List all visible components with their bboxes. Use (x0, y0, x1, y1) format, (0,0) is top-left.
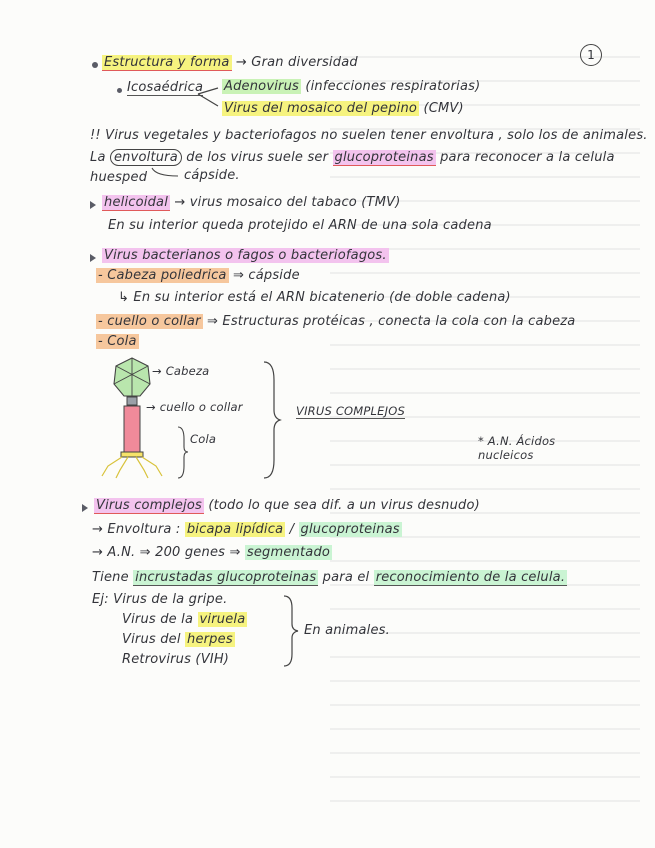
brace-icon (262, 360, 284, 480)
text: para reconocer a la celula (440, 150, 615, 165)
text: La (90, 150, 106, 165)
envoltura-detail (92, 522, 402, 538)
label-cuello: → cuello o collar (146, 400, 243, 414)
text: Icosaédrica (127, 80, 204, 95)
example-gripe: Ej: Virus de la gripe. (92, 592, 228, 607)
text: ↳ En su interior está el ARN bicatenerio (de doble cadena) (118, 290, 511, 305)
envoltura-line (90, 150, 615, 166)
highlight-text: helicoidal (104, 195, 169, 210)
highlight-text: bicapa lipídica (186, 522, 284, 537)
text: → Envoltura : (92, 522, 181, 537)
text: ⇒ cápside (232, 268, 300, 283)
pepino-line (222, 101, 464, 117)
bullet-icon (82, 504, 88, 512)
heading-estructura (102, 55, 358, 71)
an-detail (92, 545, 332, 561)
text: → Gran diversidad (235, 55, 358, 70)
brace-icon (282, 594, 302, 668)
note-line: !! Virus vegetales y bacteriofagos no suelen tener envoltura , solo los de animales. (90, 128, 648, 143)
cabeza-line (96, 268, 300, 284)
text: cápside. (184, 168, 240, 183)
text: (infecciones respiratorias) (305, 79, 481, 94)
bullet-icon (117, 88, 122, 93)
text: → A.N. ⇒ 200 genes ⇒ (92, 545, 241, 560)
bacterianos-heading (102, 248, 389, 264)
text: En su interior queda protejido el ARN de una sola cadena (108, 218, 492, 233)
text: Virus de la (122, 612, 194, 627)
highlight-text: Virus complejos (96, 498, 202, 513)
example-vih: Retrovirus (VIH) (122, 652, 230, 667)
text: de los virus suele ser (186, 150, 329, 165)
highlight-text: glucoproteinas (334, 150, 434, 165)
helicoidal-line (102, 195, 400, 211)
highlight-text: Virus bacterianos o fagos o bacteriofagos. (104, 248, 387, 263)
highlight-text: glucoproteinas (300, 522, 400, 537)
virus-complejos-label (296, 404, 405, 418)
branch-arrow-icon (196, 84, 222, 110)
label-cola: Cola (190, 432, 217, 446)
en-animales: En animales. (304, 623, 390, 638)
example-herpes (122, 632, 235, 648)
brace-icon (176, 425, 190, 480)
icosaedrica-line (127, 80, 203, 96)
text: (todo lo que sea dif. a un virus desnudo) (208, 498, 480, 513)
text: ⇒ Estructuras protéicas , conecta la cola con la cabeza (206, 314, 576, 329)
adenovirus-line (222, 79, 480, 95)
highlight-text: herpes (187, 632, 233, 647)
arrow-icon (150, 166, 182, 180)
highlight-text: - Cola (98, 334, 137, 349)
example-viruela (122, 612, 247, 628)
circled-text: envoltura (110, 149, 182, 166)
text: huesped (90, 170, 148, 185)
highlight-text: Estructura y forma (104, 55, 230, 70)
text: → virus mosaico del tabaco (TMV) (174, 195, 401, 210)
highlight-text: - Cabeza poliedrica (98, 268, 227, 283)
text: para el (322, 570, 370, 585)
highlight-text: reconocimiento de la celula. (375, 570, 566, 585)
bullet-icon (92, 62, 98, 68)
tiene-line (92, 570, 567, 586)
text: / (289, 522, 295, 537)
text: (CMV) (423, 101, 464, 116)
complejos-heading (94, 498, 480, 514)
page-number: 1 (580, 44, 602, 66)
cola-line (96, 334, 139, 350)
highlight-text: Virus del mosaico del pepino (224, 101, 418, 116)
highlight-text: - cuello o collar (98, 314, 201, 329)
highlight-text: viruela (199, 612, 246, 627)
highlight-text: segmentado (246, 545, 331, 560)
bullet-icon (90, 201, 96, 209)
cuello-line (96, 314, 575, 330)
label-cabeza: → Cabeza (152, 364, 210, 378)
text: Virus del (122, 632, 181, 647)
footnote-an: * A.N. Ácidos nucleicos (478, 434, 556, 462)
highlight-text: incrustadas glucoproteinas (135, 570, 317, 585)
highlight-text: Adenovirus (224, 79, 299, 94)
text: Tiene (92, 570, 129, 585)
bullet-icon (90, 254, 96, 262)
text: VIRUS COMPLEJOS (296, 404, 405, 418)
